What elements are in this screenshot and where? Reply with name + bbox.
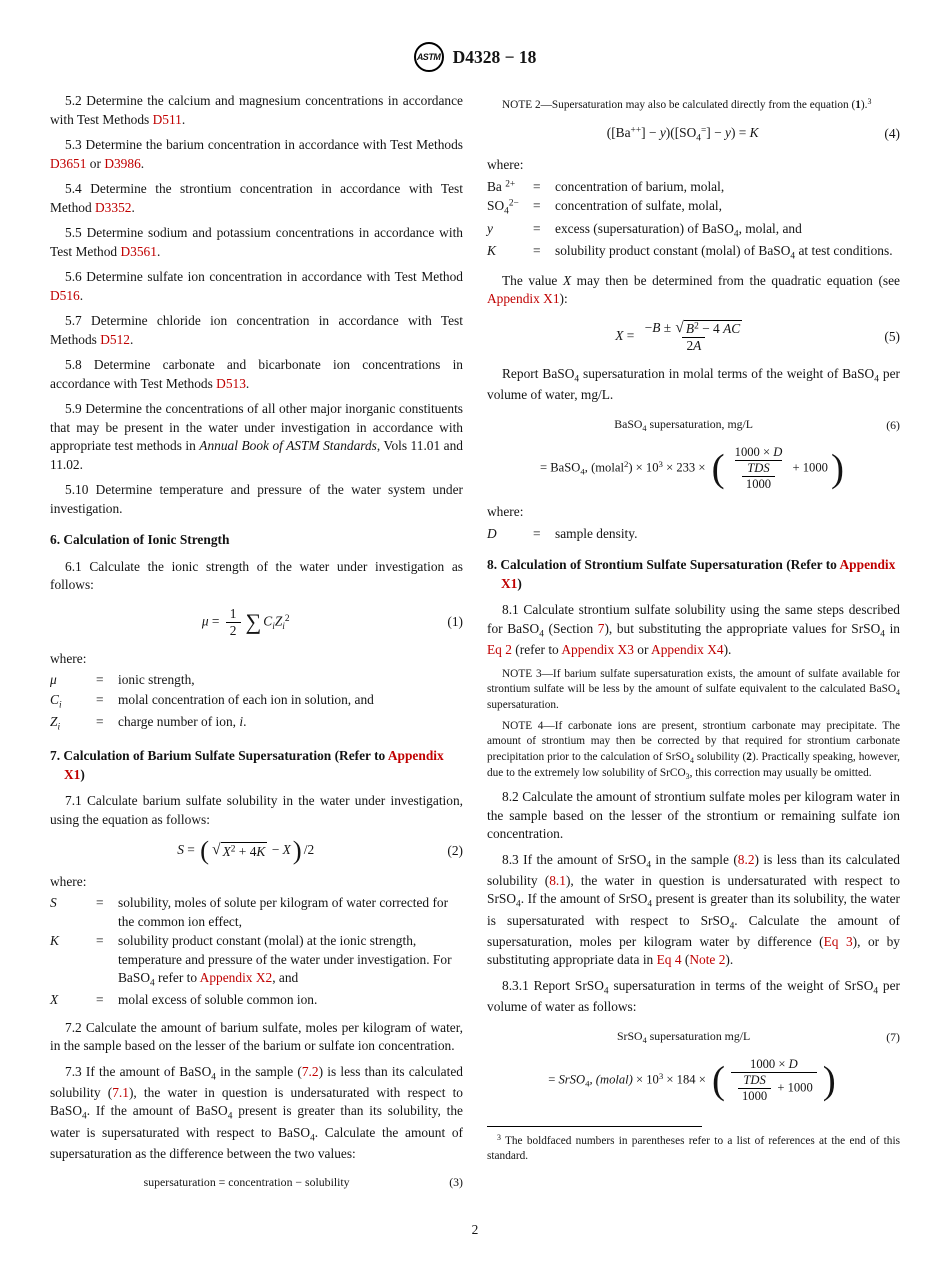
equals-sign: = (96, 933, 104, 949)
equation-3-number: (3) (449, 1175, 463, 1190)
reference-link[interactable]: 7 (597, 620, 605, 636)
paragraph-7-3: 7.3 If the amount of BaSO$_4$ in the sample (7.2) is less than its calculated solubility (7.1), the water in question is undersaturated with respect to BaSO$_4$. If the amount of BaSO$_4$ present is greater than its solubility, the water is supersaturated with respect to BaSO$_4$. Calculate the amount of supersaturation as the difference between the two values: (50, 1063, 463, 1161)
definition-row (50, 671, 463, 690)
equation-2-number: (2) (447, 842, 463, 858)
paragraph-5-6: 5.6 Determine sulfate ion concentration in accordance with Test Method D516. (50, 269, 463, 303)
astm-logo-text: ASTM (416, 52, 441, 62)
paragraph-8-3: 8.3 If the amount of SrSO$_4$ in the sample (8.2) is less than its calculated solubility (8.1), the water in question is undersaturated with respect to SrSO$_4$. If the amount of SrSO$_4$ present is greater than its solubility, the water is supersaturated with respect to SrSO$_4$. Calculate the amount of supersaturation, moles per kilogram water by difference (Eq 3), or by substituting appropriate data in Eq 4 (Note 2). (487, 851, 900, 968)
fraction: 1000 × D $\frac{\text{TDS}}{1000}$ + 1000 (731, 1057, 817, 1104)
paragraph-6-1: 6.1 Calculate the ionic strength of the water under investigation as follows: (50, 558, 463, 592)
reference-link[interactable]: D3986 (104, 155, 141, 171)
equation-7-caption (487, 1028, 900, 1046)
equation-3 (50, 1174, 463, 1190)
definition-row (50, 932, 463, 990)
equation-2 (50, 835, 463, 866)
equation-6-title: BaSO$_4$ supersaturation, mg/L (614, 416, 754, 433)
paragraph-8-3-1: 8.3.1 Report SrSO$_4$ supersaturation in terms of the weight of SrSO$_4$ per volume of water as follows: (487, 977, 900, 1015)
definition-text: charge number of ion, i. (118, 713, 247, 729)
paragraph-value-x: The value X may then be determined from the quadratic equation (see Appendix X1): (487, 272, 900, 307)
fraction: $\frac{1000 \times D}{\frac{\text{TDS}}{1000}}$ (734, 445, 783, 492)
definition-text: concentration of sulfate, molal, (555, 198, 722, 214)
definition-text: molal excess of soluble common ion. (118, 992, 318, 1008)
equation-7-body: = SrSO$_4$, (molal) × $10^3 \times 184$ × ( 1000 × D $\frac{\text{TDS}}{1000}$ + 1000 ) (548, 1056, 836, 1104)
definition-list-1 (50, 671, 463, 734)
equation-7 (487, 1057, 900, 1104)
paragraph-5-3: 5.3 Determine the barium concentration in accordance with Test Methods D3651 or D3986. (50, 137, 463, 171)
definition-row (50, 894, 463, 931)
equation-4-body: $([Ba^{++}] - y)([SO_4^=] - y) = K$ (606, 125, 759, 144)
where-label-4: where: (487, 157, 524, 173)
definition-text: solubility product constant (molal) of BaSO$_4$ at test conditions. (555, 242, 893, 262)
definition-term: Ba $^{2+}$ (487, 178, 516, 194)
equals-sign: = (533, 198, 541, 214)
equation-5-body: X = −B ± √ $B^2 - 4$ AC 2A (487, 320, 878, 354)
equation-4-number: (4) (884, 126, 900, 142)
square-root: √ $B^2 - 4$ AC (675, 318, 741, 336)
fraction: −B ± √ $B^2 - 4$ AC 2A (644, 318, 741, 354)
reference-link[interactable]: Appendix X4 (651, 642, 724, 658)
reference-link[interactable]: 8.2 (737, 851, 755, 867)
paragraph-7-2: 7.2 Calculate the amount of barium sulfate, moles per kilogram of water, in the sample based on the lesser of the barium or sulfate ion concentration. (50, 1019, 463, 1054)
reference-link[interactable]: Appendix X1 (487, 291, 560, 307)
definition-term: μ (50, 672, 57, 688)
heading-section-8: 8. Calculation of Strontium Sulfate Supersaturation (Refer to Appendix X1) (487, 557, 896, 591)
definition-list-2 (50, 894, 463, 1010)
note-3: NOTE 3—If barium sulfate supersaturation exists, the amount of sulfate available for strontium sulfate will be less by the amount of sulfate equivalent to the calculated BaSO$_4$ supersaturation. (487, 667, 900, 712)
equation-7-number: (7) (886, 1029, 900, 1044)
equation-2-body: S = ( √ $X^2 + 4K$ − X) /2 (177, 835, 315, 866)
equation-1-number: (1) (447, 613, 463, 629)
note-4: NOTE 4—If carbonate ions are present, strontium carbonate may precipitate. The amount of strontium may then be corrected by that required for strontium carbonate precipitation prior to the calculation of SrSO$_4$ solubility (2). Practically speaking, however, due to the extremely low solubility of SrCO$_3$, this correction may usually be omitted. (487, 720, 900, 781)
paragraph-5-9: 5.9 Determine the concentrations of all other major inorganic constituents that may be present in the water under investigation in accordance with appropriate test methods in Annual Book of ASTM Standards, Vols 11.01 and 11.02. (50, 401, 463, 472)
where-label-2: where: (50, 873, 87, 889)
definition-text: excess (supersaturation) of BaSO$_4$, molal, and (555, 220, 802, 239)
paragraph-report-baso4: Report BaSO$_4$ supersaturation in molal terms of the weight of BaSO$_4$ per volume of water, mg/L. (487, 366, 900, 403)
equation-1 (50, 606, 463, 639)
reference-link[interactable]: 7.2 (301, 1063, 319, 1079)
definition-row (50, 991, 463, 1010)
two-column-layout (50, 92, 900, 1202)
equals-sign: = (533, 525, 541, 541)
equals-sign: = (533, 242, 541, 258)
astm-logo-icon (414, 42, 444, 72)
definition-list-4 (487, 178, 900, 263)
reference-link[interactable]: 8.1 (549, 872, 566, 888)
definition-row (487, 242, 900, 263)
definition-term: S (50, 895, 57, 911)
definition-term: $Z_i$ (50, 713, 61, 733)
reference-link[interactable]: D3651 (50, 155, 87, 171)
reference-link[interactable]: Appendix X1 (64, 748, 444, 782)
fraction: $\frac{\text{TDS}}{1000}$ (738, 1073, 771, 1104)
definition-text: solubility product constant (molal) at the ionic strength, temperature and pressure of the water under investigation. For BaSO$_4$ refer to Appendix X2, and (118, 933, 452, 989)
reference-link[interactable]: Eq 4 (656, 952, 682, 968)
reference-link[interactable]: D512 (100, 331, 130, 347)
paragraph-5-4: 5.4 Determine the strontium concentration in accordance with Test Method D3352. (50, 181, 463, 215)
paragraph-5-8: 5.8 Determine carbonate and bicarbonate ion concentrations in accordance with Test Methods D513. (50, 357, 463, 391)
definition-row (487, 525, 900, 544)
definition-row (487, 197, 900, 218)
definition-row (50, 691, 463, 712)
reference-link[interactable]: Eq 2 (487, 642, 512, 658)
paragraph-7-1: 7.1 Calculate barium sulfate solubility in the water under investigation, using the equation as follows: (50, 793, 463, 827)
reference-link[interactable]: 7.1 (112, 1084, 129, 1100)
definition-term: X (50, 992, 59, 1008)
paragraph-8-1: 8.1 Calculate strontium sulfate solubility using the same steps described for BaSO$_4$ (Section 7), but substituting the appropriate values for SrSO$_4$ in Eq 2 (refer to Appendix X3 or Appendix X4). (487, 602, 900, 658)
right-column (487, 92, 900, 1202)
equation-4 (487, 124, 900, 145)
heading-section-6: 6. Calculation of Ionic Strength (50, 532, 230, 547)
equals-sign: = (533, 178, 541, 194)
equals-sign: = (96, 691, 104, 707)
footnote-3: $^3$ The boldfaced numbers in parentheses refer to a list of references at the end of this standard. (487, 1133, 900, 1163)
paragraph-5-7: 5.7 Determine chloride ion concentration in accordance with Test Methods D512. (50, 313, 463, 347)
reference-link[interactable]: D3352 (95, 199, 132, 215)
definition-text: concentration of barium, molal, (555, 178, 725, 194)
standard-designation: D4328 − 18 (452, 46, 537, 67)
equation-6-body: = BaSO$_4$, (molal$^2$) × $10^3 \times 233$ × ( $\frac{1000 \times D}{\frac{\text{TDS}}{1000}}$ + 1000) (540, 445, 844, 492)
equation-6-number: (6) (886, 417, 900, 432)
equation-6-caption (487, 416, 900, 434)
paragraph-5-5: 5.5 Determine sodium and potassium concentrations in accordance with Test Method D3561. (50, 225, 463, 259)
left-column (50, 92, 463, 1202)
page-header (50, 42, 900, 72)
equals-sign: = (96, 672, 104, 688)
definition-text: molal concentration of each ion in solution, and (118, 691, 374, 707)
square-root: √ $X^2 + 4K$ (212, 842, 267, 862)
where-label-1: where: (50, 650, 87, 666)
reference-link[interactable]: Eq 3 (823, 933, 853, 949)
paragraph-8-2: 8.2 Calculate the amount of strontium sulfate moles per kilogram water in the sample based on the lesser of the strontium or remaining sulfate ion concentration. (487, 789, 900, 842)
reference-link[interactable]: Appendix X2 (199, 970, 273, 986)
heading-section-7: 7. Calculation of Barium Sulfate Supersaturation (Refer to Appendix X1) (50, 748, 444, 782)
definition-text: sample density. (555, 525, 638, 541)
equation-3-body: supersaturation = concentration − solubility (143, 1175, 350, 1190)
reference-link[interactable]: D511 (152, 111, 182, 127)
equals-sign: = (96, 713, 104, 729)
equals-sign: = (96, 992, 104, 1008)
definition-term: D (487, 525, 497, 541)
note-2: NOTE 2—Supersaturation may also be calculated directly from the equation (1).$^3$ (502, 97, 872, 111)
definition-term: K (487, 242, 496, 258)
equation-5-number: (5) (884, 328, 900, 344)
reference-link[interactable]: D516 (50, 287, 80, 303)
equation-7-title: SrSO$_4$ supersaturation mg/L (617, 1028, 751, 1045)
definition-list-6 (487, 525, 900, 544)
definition-text: ionic strength, (118, 672, 195, 688)
footnote-rule (487, 1126, 702, 1127)
paragraph-5-10: 5.10 Determine temperature and pressure of the water system under investigation. (50, 482, 463, 516)
definition-row (487, 178, 900, 197)
page-number: 2 (471, 1222, 479, 1237)
equals-sign: = (96, 895, 104, 911)
definition-term: K (50, 933, 59, 949)
reference-link[interactable]: D513 (216, 375, 246, 391)
definition-term: $C_i$ (50, 691, 62, 710)
equation-1-body: μ = $\frac{1}{2}$ ∑ $C_iZ_i^2$ (201, 605, 290, 638)
paragraph-5-2: 5.2 Determine the calcium and magnesium concentrations in accordance with Test Methods D511. (50, 93, 463, 127)
reference-link[interactable]: Appendix X1 (501, 557, 896, 591)
reference-link[interactable]: D3561 (120, 243, 157, 259)
definition-text: solubility, moles of solute per kilogram of water corrected for the common ion effect, (118, 895, 449, 929)
reference-link[interactable]: Note 2 (689, 952, 726, 968)
reference-link[interactable]: Appendix X3 (561, 642, 634, 658)
fraction: $\frac{1}{2}$ (226, 606, 241, 639)
where-label-6: where: (487, 504, 524, 520)
equation-5 (487, 320, 900, 354)
equation-6 (487, 445, 900, 492)
definition-term: $SO_4^{2-}$ (487, 198, 519, 217)
fraction: $\frac{\text{TDS}}{1000}$ (742, 461, 775, 492)
equals-sign: = (533, 220, 541, 236)
definition-row (50, 713, 463, 734)
definition-row (487, 220, 900, 241)
definition-term: y (487, 220, 493, 236)
